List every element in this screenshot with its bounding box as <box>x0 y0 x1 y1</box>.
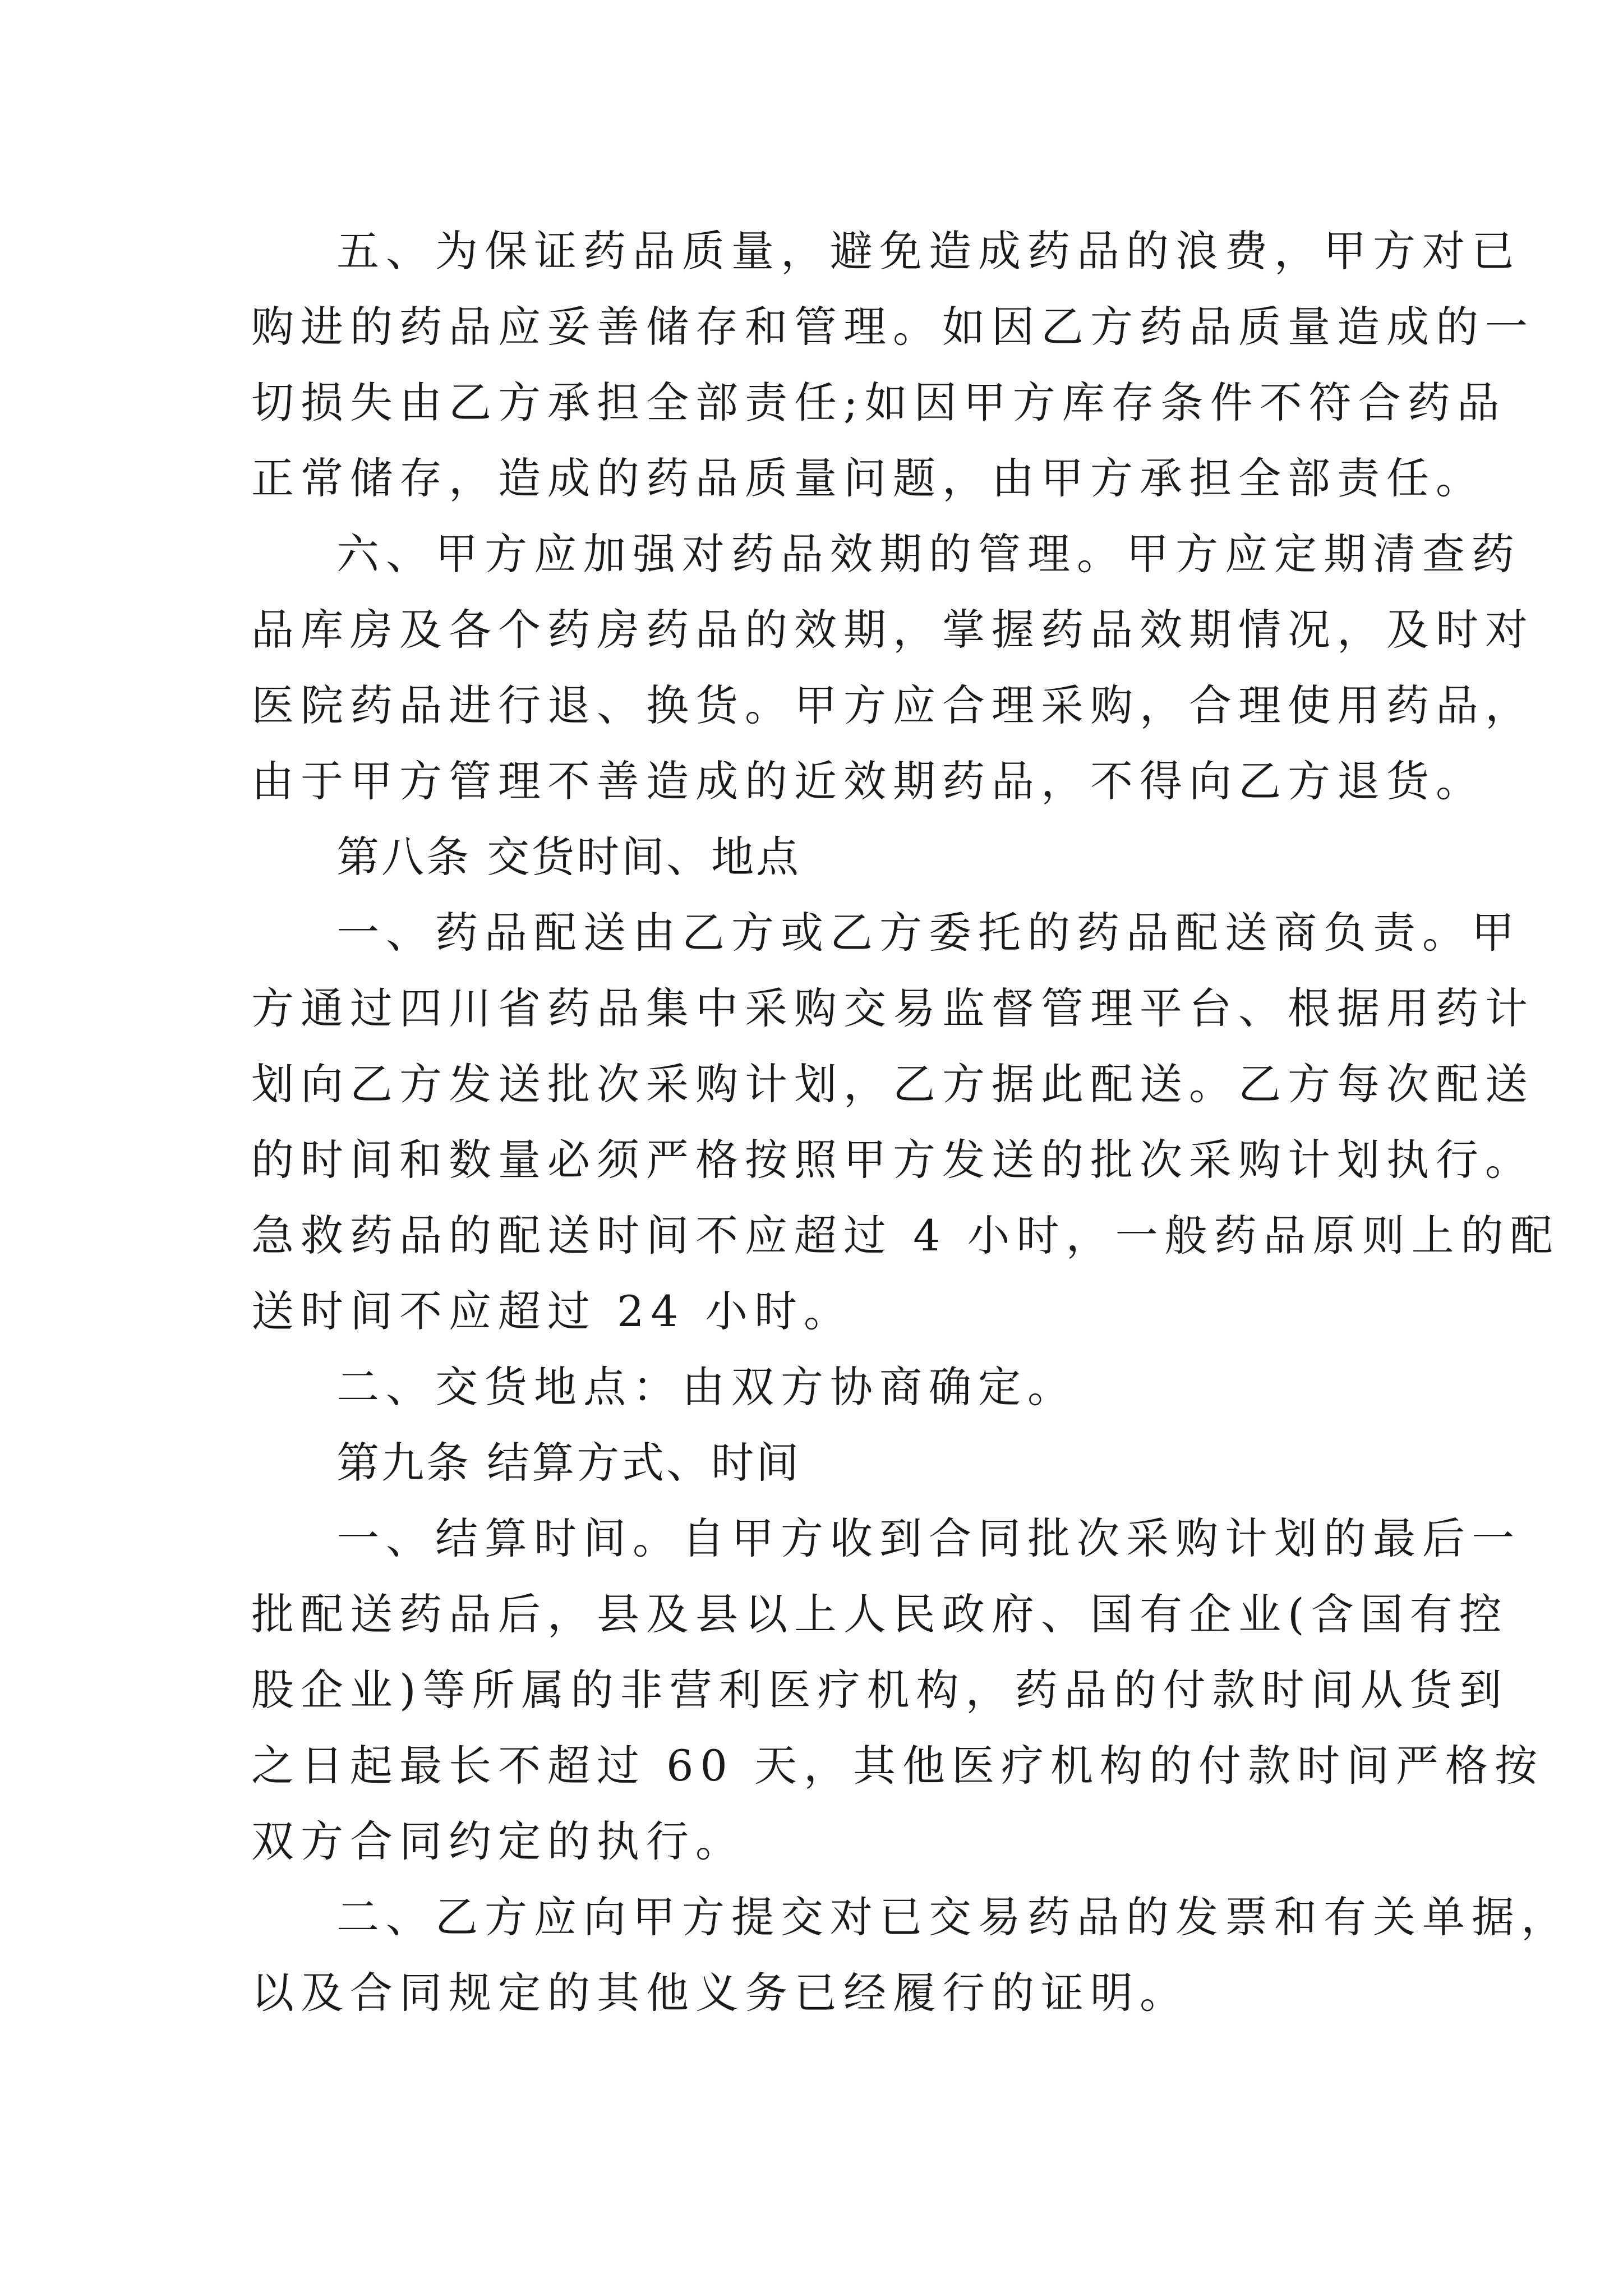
text-line: 二、乙方应向甲方提交对已交易药品的发票和有关单据， <box>336 1892 1570 1942</box>
text-line: 品库房及各个药房药品的效期，掌握药品效期情况，及时对 <box>251 605 1534 655</box>
text-line: 的时间和数量必须严格按照甲方发送的批次采购计划执行。 <box>251 1135 1534 1185</box>
text-line: 由于甲方管理不善造成的近效期药品，不得向乙方退货。 <box>251 756 1485 806</box>
text-line: 医院药品进行退、换货。甲方应合理采购，合理使用药品， <box>251 680 1534 730</box>
section-heading: 第八条 交货时间、地点 <box>336 832 801 882</box>
text-line: 划向乙方发送批次采购计划，乙方据此配送。乙方每次配送 <box>251 1059 1534 1109</box>
text-line: 以及合同规定的其他义务已经履行的证明。 <box>251 1968 1189 2018</box>
text-line: 方通过四川省药品集中采购交易监督管理平台、根据用药计 <box>251 983 1534 1033</box>
paragraph-article-9-item-2 <box>251 1879 1570 2031</box>
document-body <box>251 213 1570 2031</box>
paragraph-article-9-item-1 <box>251 1501 1544 1879</box>
article-8-heading <box>251 819 1390 895</box>
text-line: 二、交货地点：由双方协商确定。 <box>336 1362 1077 1412</box>
text-line: 批配送药品后，县及县以上人民政府、国有企业(含国有控 <box>251 1589 1509 1639</box>
text-line: 购进的药品应妥善储存和管理。如因乙方药品质量造成的一 <box>251 302 1534 352</box>
article-9-heading <box>251 1425 1390 1501</box>
text-line: 一、结算时间。自甲方收到合同批次采购计划的最后一 <box>336 1513 1521 1563</box>
text-line: 双方合同约定的执行。 <box>251 1816 745 1866</box>
text-line: 正常储存，造成的药品质量问题，由甲方承担全部责任。 <box>251 453 1485 503</box>
text-line: 急救药品的配送时间不应超过 4 小时，一般药品原则上的配 <box>251 1211 1560 1260</box>
text-line: 之日起最长不超过 60 天，其他医疗机构的付款时间严格按 <box>251 1741 1544 1791</box>
text-line: 一、药品配送由乙方或乙方委托的药品配送商负责。甲 <box>336 908 1521 958</box>
text-line: 切损失由乙方承担全部责任;如因甲方库存条件不符合药品 <box>251 378 1506 427</box>
text-line: 五、为保证药品质量，避免造成药品的浪费，甲方对已 <box>336 226 1521 276</box>
section-heading: 第九条 结算方式、时间 <box>336 1438 801 1488</box>
paragraph-article-8-item-1 <box>251 895 1560 1349</box>
paragraph-article-8-item-2 <box>251 1349 1390 1425</box>
text-line: 六、甲方应加强对药品效期的管理。甲方应定期清查药 <box>336 529 1521 579</box>
paragraph-clause-6 <box>251 516 1534 819</box>
paragraph-clause-5 <box>251 213 1534 516</box>
text-line: 股企业)等所属的非营利医疗机构，药品的付款时间从货到 <box>251 1665 1509 1715</box>
text-line: 送时间不应超过 24 小时。 <box>251 1286 854 1336</box>
